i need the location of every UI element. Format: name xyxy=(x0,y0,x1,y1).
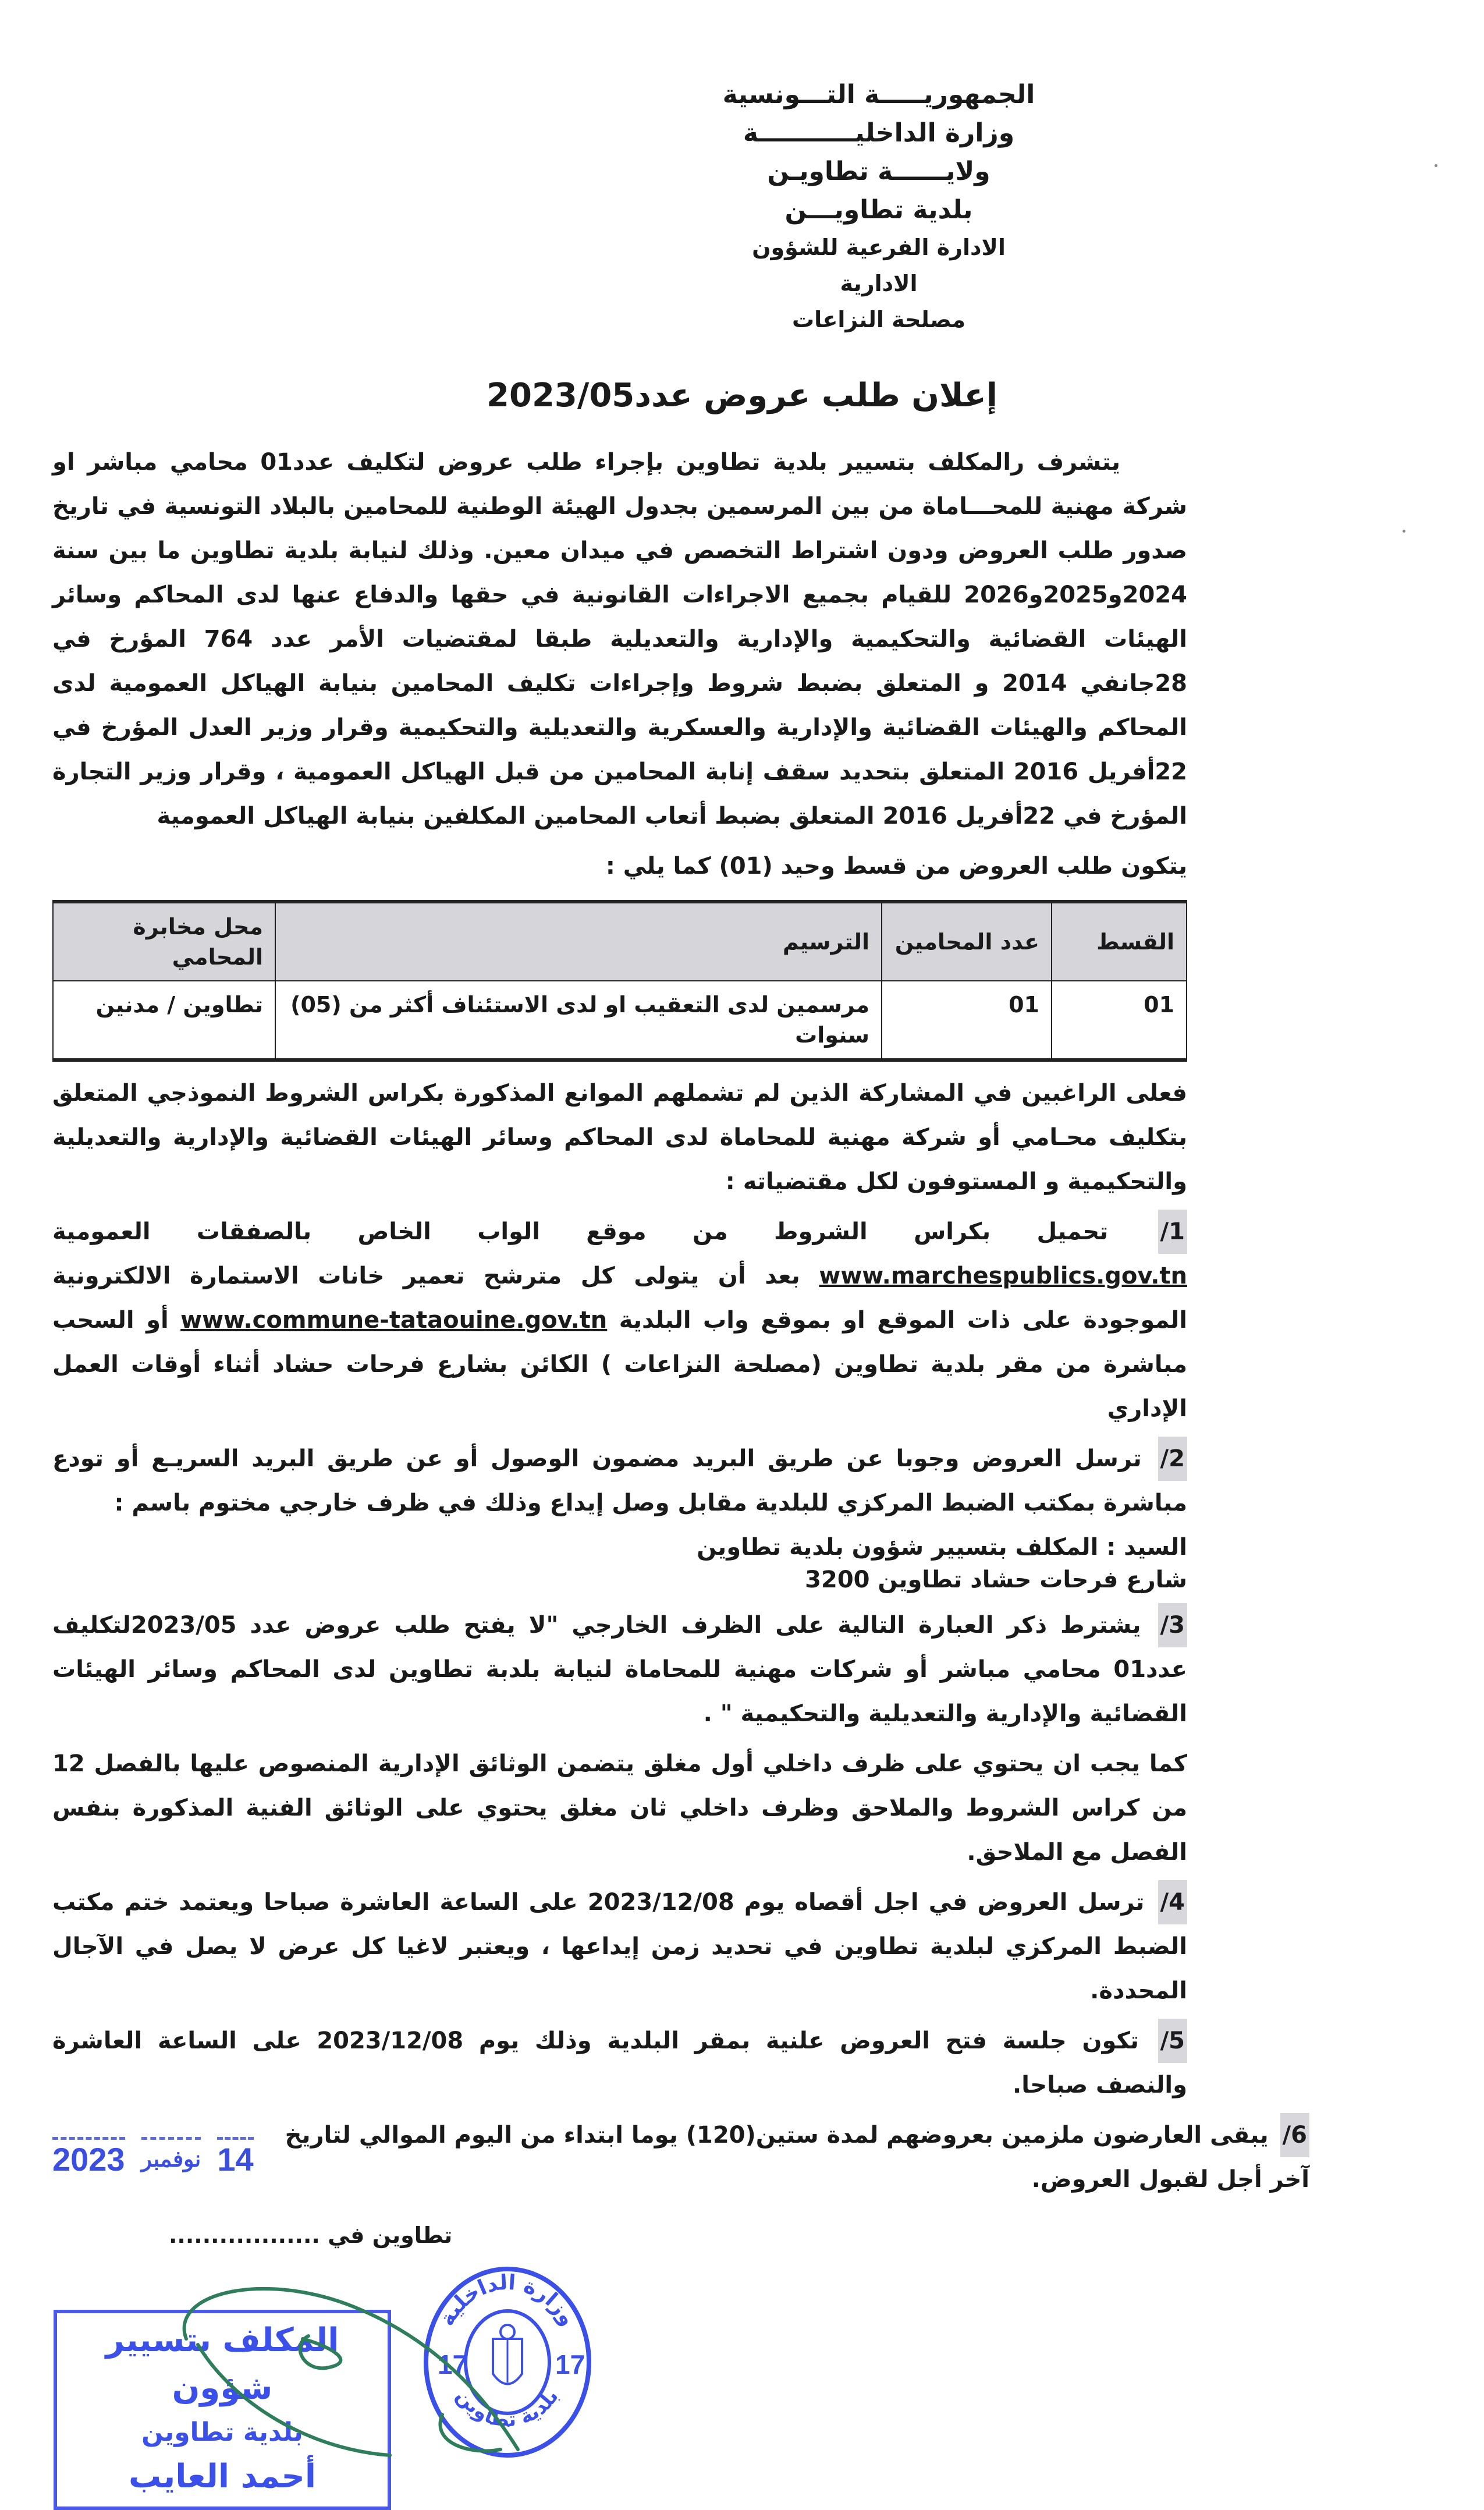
seal-text-top: وزارة الداخلية xyxy=(435,2270,580,2330)
municipal-seal xyxy=(420,2263,595,2461)
item-2 xyxy=(52,1437,1187,1525)
item-2-text: ترسل العروض وجوبا عن طريق البريد مضمون الوصول أو عن طريق البريد السريـع أو تودع مباشرة بمكتب الضبط المركزي للبلدية مقابل وصل إيداع وذلك في ظرف خارجي مختوم باسم : xyxy=(52,1445,1187,1516)
seal-text-bottom: بلدية تطاوين xyxy=(451,2384,563,2433)
commune-tataouine-link[interactable]: www.commune-tataouine.gov.tn xyxy=(180,1307,608,1334)
document-title: إعلان طلب عروض عدد2023/05 xyxy=(487,377,997,414)
cell-lawyer-count: 01 xyxy=(882,981,1052,1060)
header-service: مصلحة النزاعات xyxy=(791,307,966,332)
stamp-line-title: المكلف بتسيير شؤون xyxy=(105,2321,339,2407)
cell-lot: 01 xyxy=(1052,981,1187,1060)
date-stamp-month: نوفمبر xyxy=(141,2137,201,2178)
item-1-number: 1/ xyxy=(1158,1210,1187,1254)
item-1-text-a: تحميل بكراس الشروط من موقع الواب الخاص بالصفقات العمومية xyxy=(52,1218,1109,1245)
stamp-line-municipality: بلدية تطاوين xyxy=(141,2417,303,2447)
lots-table xyxy=(52,900,1187,1062)
letterhead xyxy=(716,76,1042,338)
table-header-contact-place: محل مخابرة المحامي xyxy=(53,902,275,981)
item-3-extra: كما يجب ان يحتوي على ظرف داخلي أول مغلق يتضمن الوثائق الإدارية المنصوص عليها بالفصل 12 من كراس الشروط والملاحق وظرف داخلي ثان مغلق يحتوي على الوثائق الفنية المذكورة بنفس الفصل مع الملاحق. xyxy=(52,1750,1187,1866)
item-4-text: ترسل العروض في اجل أقصاه يوم 2023/12/08 على الساعة العاشرة صباحا ويعتمد ختم مكتب الضبط المركزي لبلدية تطاوين في تحديد زمن إيداعها ، ويعتبر لاغيا كل عرض لا يصل في الآجال المحددة. xyxy=(52,1889,1187,2004)
seal-code-right: 17 xyxy=(555,2349,585,2380)
addressee-block xyxy=(52,1531,1187,1596)
scan-speck xyxy=(1435,164,1437,167)
item-5-text: تكون جلسة فتح العروض علنية بمقر البلدية وذلك يوم 2023/12/08 على الساعة العاشرة والنصف صباحا. xyxy=(52,2027,1187,2098)
cell-registration: مرسمين لدى التعقيب او لدى الاستئناف أكثر من (05) سنوات xyxy=(275,981,882,1060)
marchespublics-link[interactable]: www.marchespublics.gov.tn xyxy=(819,1263,1187,1289)
eligibility-paragraph: فعلى الراغبين في المشاركة الذين لم تشملهم الموانع المذكورة بكراس الشروط النموذجي المتعلق بتكليف محـامي أو شركة مهنية للمحاماة لدى المحاكم وسائر الهيئات القضائية والإدارية والتعديلية والتحكيمية و المستوفون لكل مقتضياته : xyxy=(52,1080,1187,1195)
header-directorate: الادارة الفرعية للشؤون الادارية xyxy=(752,235,1006,296)
stamp-line-name: أحمد العايب xyxy=(128,2458,317,2495)
addressee-line-1: السيد : المكلف بتسيير شؤون بلدية تطاوين xyxy=(697,1534,1187,1561)
date-stamp xyxy=(52,2137,254,2178)
lots-intro: يتكون طلب العروض من قسط وحيد (01) كما يلي : xyxy=(605,853,1187,880)
item-6-row xyxy=(52,2113,1309,2201)
table-header-registration: الترسيم xyxy=(275,902,882,981)
official-name-stamp xyxy=(54,2310,391,2510)
header-republic: الجمهوريـــــة التـــونسية xyxy=(722,80,1035,109)
place-and-date-line: تطاوين في .................. xyxy=(169,2222,453,2248)
scan-speck xyxy=(1403,530,1405,533)
header-ministry: وزارة الداخليـــــــــــة xyxy=(743,118,1015,148)
item-5-number: 5/ xyxy=(1158,2019,1187,2063)
table-header-row xyxy=(53,902,1187,981)
item-4 xyxy=(52,1880,1187,2013)
table-header-lawyer-count: عدد المحامين xyxy=(882,902,1052,981)
stamps-area xyxy=(52,2263,634,2495)
item-1 xyxy=(52,1210,1187,1431)
item-3-text: يشترط ذكر العبارة التالية على الظرف الخارجي "لا يفتح طلب عروض عدد 2023/05لتكليف عدد01 محامي مباشر أو شركات مهنية للمحاماة لنيابة بلدبة تطاوين لدى المحاكم وسائر الهيئات القضائية والإدارية والتعديلية والتحكيمية " . xyxy=(52,1612,1187,1727)
tunisia-coat-of-arms-icon xyxy=(493,2325,522,2384)
item-1-text-b: بعد أن يتولى كل مترشح تعمير خانات الاستمارة الالكترونية الموجودة على ذات الموقع او بموقع واب البلدية xyxy=(52,1263,1187,1334)
date-stamp-year: 2023 xyxy=(52,2137,125,2178)
seal-code-left: 17 xyxy=(438,2349,468,2380)
addressee-line-2: شارع فرحات حشاد تطاوين 3200 xyxy=(805,1566,1187,1593)
header-municipality: بلدية تطاويـــن xyxy=(784,195,973,225)
item-6-text: يبقى العارضون ملزمين بعروضهم لمدة ستين(120) يوما ابتداء من اليوم الموالي لتاريخ آخر أجل لقبول العروض. xyxy=(285,2122,1309,2193)
date-stamp-day: 14 xyxy=(217,2137,253,2178)
item-3-number: 3/ xyxy=(1158,1603,1187,1647)
item-6-number: 6/ xyxy=(1280,2113,1309,2157)
item-1-text-c: أو السحب مباشرة من مقر بلدية تطاوين (مصلحة النزاعات ) الكائن بشارع فرحات حشاد أثناء أوقات العمل الإداري xyxy=(52,1307,1187,1422)
signature-block xyxy=(52,2219,1309,2495)
item-6 xyxy=(277,2113,1309,2201)
table-row xyxy=(53,981,1187,1060)
item-4-number: 4/ xyxy=(1158,1880,1187,1924)
item-2-number: 2/ xyxy=(1158,1437,1187,1481)
table-header-lot: القسط xyxy=(1052,902,1187,981)
document-body xyxy=(52,440,1187,2107)
cell-contact-place: تطاوين / مدنين xyxy=(53,981,275,1060)
intro-paragraph: يتشرف رالمكلف بتسيير بلدية تطاوين بإجراء طلب عروض لتكليف عدد01 محامي مباشر او شركة مهنية للمحـــاماة من بين المرسمين بجدول الهيئة الوطنية للمحامين بالبلاد التونسية في تاريخ صدور طلب العروض ودون اشتراط التخصص في ميدان معين. وذلك لنيابة بلدية تطاوين ما بين سنة 2024و2025و2026 للقيام بجميع الاجراءات القانونية في حقها والدفاع عنها لدى المحاكم وسائر الهيئات القضائية والتحكيمية والإدارية والتعديلية طبقا لمقتضيات الأمر عدد 764 المؤرخ في 28جانفي 2014 و المتعلق بضبط شروط وإجراءات تكليف المحامين بنيابة الهياكل العمومية لدى المحاكم والهيئات القضائية والإدارية والعسكرية والتعديلية والتحكيمية وقرار وزير العدل المؤرخ في 22أفريل 2016 المتعلق بتحديد سقف إنابة المحامين من قبل الهياكل العمومية ، وقرار وزير التجارة المؤرخ في 22أفريل 2016 المتعلق بضبط أتعاب المحامين المكلفين بنيابة الهياكل العمومية xyxy=(52,449,1188,829)
item-5 xyxy=(52,2019,1187,2107)
header-governorate: ولايــــــة تطاويـن xyxy=(767,157,990,186)
item-3 xyxy=(52,1603,1187,1736)
